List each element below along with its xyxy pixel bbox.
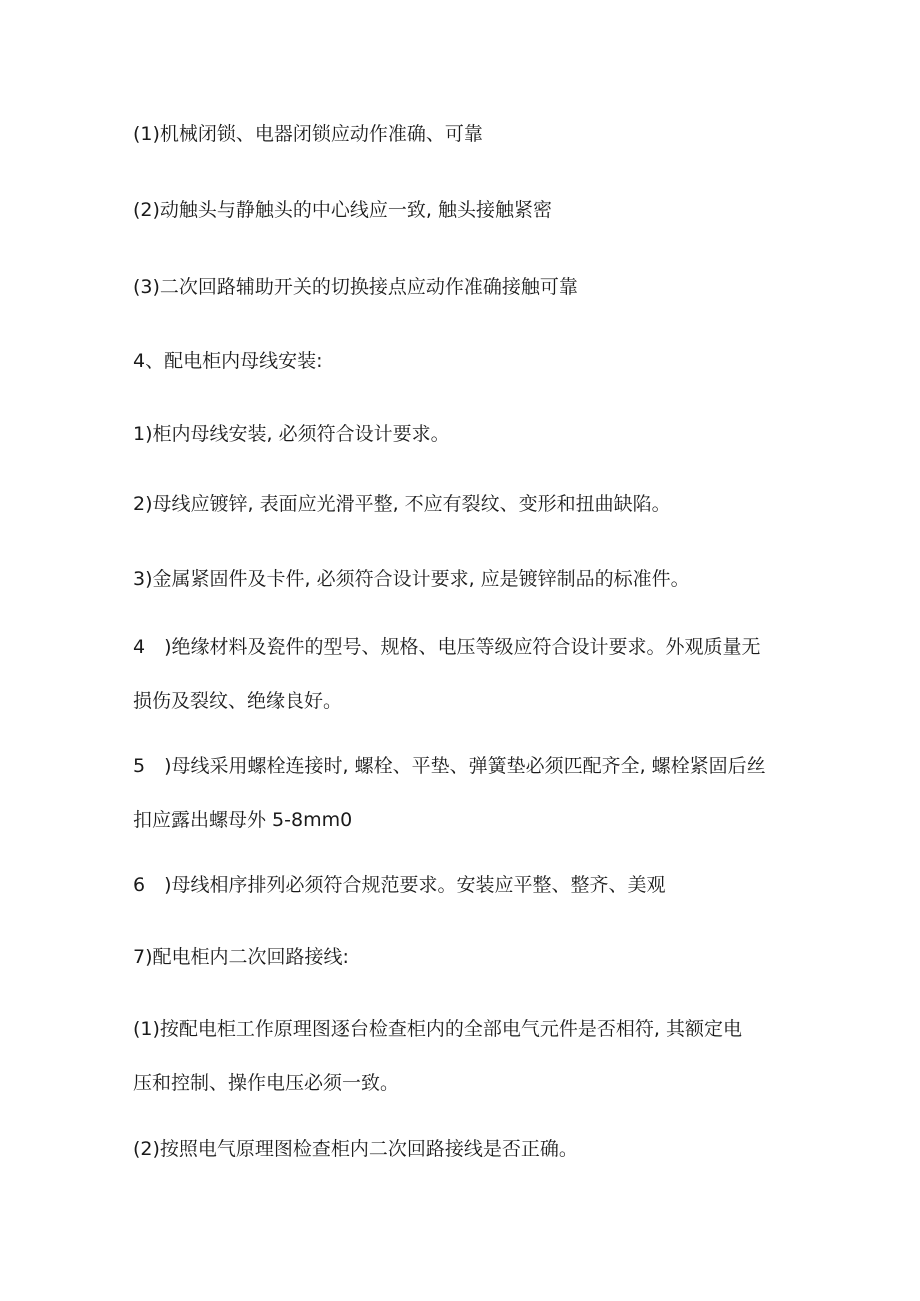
paragraph-line: (1)按配电柜工作原理图逐台检查柜内的全部电气元件是否相符, 其额定电 bbox=[133, 1018, 742, 1040]
paragraph-line: (2)按照电气原理图检查柜内二次回路接线是否正确。 bbox=[133, 1138, 578, 1160]
paragraph-line: 4、配电柜内母线安装: bbox=[133, 350, 323, 372]
paragraph-line: 5 )母线采用螺栓连接时, 螺栓、平垫、弹簧垫必须匹配齐全, 螺栓紧固后丝 bbox=[133, 755, 766, 777]
paragraph-11 bbox=[133, 943, 793, 971]
paragraph-13 bbox=[133, 1135, 793, 1163]
paragraph-line: 压和控制、操作电压必须一致。 bbox=[133, 1072, 400, 1094]
paragraph-10 bbox=[133, 871, 793, 899]
section-heading-4 bbox=[133, 347, 793, 375]
paragraph-9 bbox=[133, 752, 793, 834]
paragraph-line: 扣应露出螺母外 5-8mm0 bbox=[133, 809, 353, 831]
paragraph-line: (2)动触头与静触头的中心线应一致, 触头接触紧密 bbox=[133, 199, 552, 221]
paragraph-line: 4 )绝缘材料及瓷件的型号、规格、电压等级应符合设计要求。外观质量无 bbox=[133, 636, 761, 658]
paragraph-3 bbox=[133, 273, 793, 301]
paragraph-line: 2)母线应镀锌, 表面应光滑平整, 不应有裂纹、变形和扭曲缺陷。 bbox=[133, 493, 671, 515]
paragraph-line: 7)配电柜内二次回路接线: bbox=[133, 946, 349, 968]
paragraph-6 bbox=[133, 490, 793, 518]
paragraph-line: (1)机械闭锁、电器闭锁应动作准确、可靠 bbox=[133, 123, 483, 145]
paragraph-8 bbox=[133, 633, 793, 715]
paragraph-line: 1)柜内母线安装, 必须符合设计要求。 bbox=[133, 423, 450, 445]
paragraph-7 bbox=[133, 565, 793, 593]
paragraph-12 bbox=[133, 1015, 793, 1097]
paragraph-1 bbox=[133, 120, 793, 148]
paragraph-line: 3)金属紧固件及卡件, 必须符合设计要求, 应是镀锌制品的标准件。 bbox=[133, 568, 690, 590]
paragraph-line: 6 )母线相序排列必须符合规范要求。安装应平整、整齐、美观 bbox=[133, 874, 666, 896]
paragraph-line: (3)二次回路辅助开关的切换接点应动作准确接触可靠 bbox=[133, 276, 578, 298]
paragraph-5 bbox=[133, 420, 793, 448]
paragraph-line: 损伤及裂纹、绝缘良好。 bbox=[133, 690, 343, 712]
paragraph-2 bbox=[133, 196, 793, 224]
